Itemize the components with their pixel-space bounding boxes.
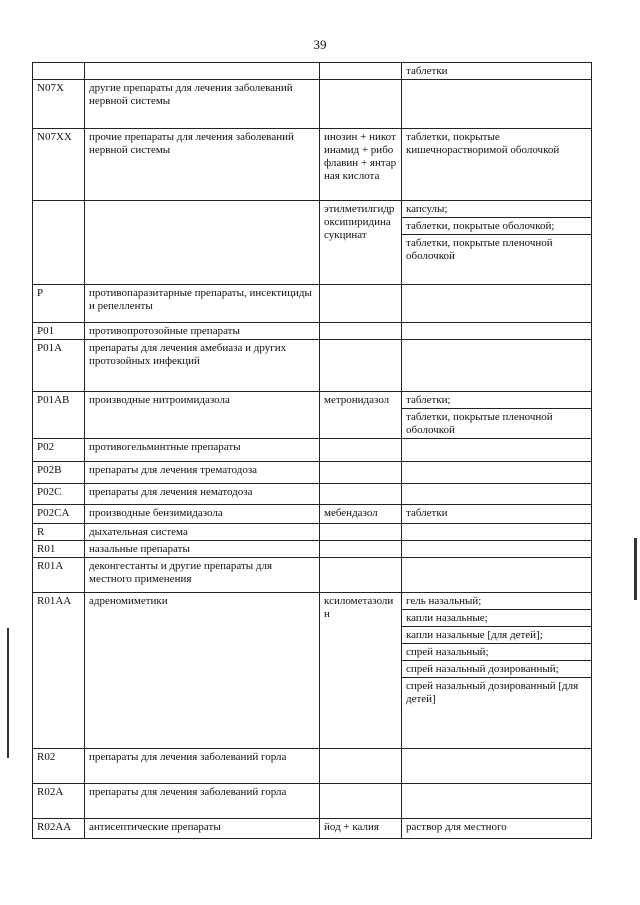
dosage-form: капсулы;	[406, 203, 448, 215]
group-name-cell: назальные препараты	[85, 541, 320, 558]
dosage-forms-cell	[402, 462, 592, 484]
dosage-forms-cell	[402, 541, 592, 558]
dosage-forms-cell	[402, 558, 592, 593]
table-row	[33, 80, 592, 129]
drug-name-cell	[320, 80, 402, 129]
table-row	[33, 819, 592, 839]
drug-name-cell	[320, 439, 402, 462]
table-row	[33, 392, 592, 439]
dosage-form: спрей назальный дозированный [для детей]	[402, 677, 591, 707]
table-row	[33, 323, 592, 340]
drug-name-cell	[320, 285, 402, 323]
drug-name-cell	[320, 784, 402, 819]
atc-code-cell: N07XX	[33, 129, 85, 201]
table-row	[33, 340, 592, 392]
dosage-forms-cell	[402, 285, 592, 323]
drug-name-cell: ксилометазолин	[320, 593, 402, 749]
atc-code-cell: R	[33, 524, 85, 541]
dosage-form: спрей назальный;	[402, 643, 591, 660]
table-row	[33, 505, 592, 524]
table-row	[33, 63, 592, 80]
group-name-cell: препараты для лечения нематодоза	[85, 484, 320, 505]
drug-name-cell: этилметилгидроксипиридина сукцинат	[320, 201, 402, 285]
dosage-forms-cell	[402, 524, 592, 541]
table-row	[33, 593, 592, 749]
dosage-form: таблетки;	[406, 394, 451, 406]
binding-mark	[634, 538, 637, 600]
group-name-cell: противопротозойные препараты	[85, 323, 320, 340]
atc-code-cell: P02	[33, 439, 85, 462]
group-name-cell: противопаразитарные препараты, инсектициды и репелленты	[85, 285, 320, 323]
drug-name-cell: йод + калия	[320, 819, 402, 839]
table-body	[33, 63, 592, 839]
drug-name-cell	[320, 541, 402, 558]
atc-code-cell: P02CA	[33, 505, 85, 524]
group-name-cell	[85, 201, 320, 285]
table-row	[33, 541, 592, 558]
dosage-form: таблетки, покрытые кишечнорастворимой оболочкой	[406, 131, 560, 156]
group-name-cell: препараты для лечения амебиаза и других протозойных инфекций	[85, 340, 320, 392]
drug-name-cell	[320, 749, 402, 784]
atc-code-cell: P01A	[33, 340, 85, 392]
table-row	[33, 285, 592, 323]
dosage-forms-cell	[402, 749, 592, 784]
group-name-cell: антисептические препараты	[85, 819, 320, 839]
group-name-cell: другие препараты для лечения заболеваний нервной системы	[85, 80, 320, 129]
dosage-forms-cell	[402, 63, 592, 80]
table-row	[33, 439, 592, 462]
atc-code-cell: P01	[33, 323, 85, 340]
dosage-form: гель назальный;	[406, 595, 482, 607]
binding-mark	[7, 628, 9, 758]
table-row	[33, 129, 592, 201]
dosage-form: капли назальные;	[402, 609, 591, 626]
dosage-forms-cell	[402, 819, 592, 839]
group-name-cell	[85, 63, 320, 80]
dosage-forms-cell	[402, 439, 592, 462]
dosage-forms-cell	[402, 593, 592, 749]
dosage-forms-cell	[402, 323, 592, 340]
drug-name-cell	[320, 323, 402, 340]
dosage-forms-cell	[402, 340, 592, 392]
group-name-cell: препараты для лечения заболеваний горла	[85, 784, 320, 819]
dosage-form: таблетки, покрытые пленочной оболочкой	[402, 408, 591, 438]
atc-code-cell: R02	[33, 749, 85, 784]
table-row	[33, 201, 592, 285]
dosage-forms-cell	[402, 505, 592, 524]
dosage-form: таблетки, покрытые оболочкой;	[402, 217, 591, 234]
drug-name-cell: метронидазол	[320, 392, 402, 439]
table-row	[33, 558, 592, 593]
atc-code-cell: R01AA	[33, 593, 85, 749]
drug-name-cell	[320, 524, 402, 541]
atc-code-cell: R02AA	[33, 819, 85, 839]
table-row	[33, 524, 592, 541]
page-number: 39	[313, 37, 327, 52]
dosage-form: таблетки	[406, 507, 448, 519]
group-name-cell: препараты для лечения трематодоза	[85, 462, 320, 484]
dosage-forms-cell	[402, 80, 592, 129]
atc-code-cell	[33, 63, 85, 80]
group-name-cell: препараты для лечения заболеваний горла	[85, 749, 320, 784]
dosage-form: таблетки, покрытые пленочной оболочкой	[402, 234, 591, 264]
atc-code-cell: P02B	[33, 462, 85, 484]
dosage-form: таблетки	[406, 65, 448, 77]
dosage-form: раствор для местного	[406, 821, 507, 833]
atc-code-cell: P	[33, 285, 85, 323]
group-name-cell: производные бензимидазола	[85, 505, 320, 524]
group-name-cell: производные нитроимидазола	[85, 392, 320, 439]
drug-name-cell	[320, 340, 402, 392]
drug-name-cell	[320, 484, 402, 505]
table-row	[33, 784, 592, 819]
group-name-cell: противогельминтные препараты	[85, 439, 320, 462]
table-row	[33, 484, 592, 505]
atc-code-cell: P01AB	[33, 392, 85, 439]
dosage-form: капли назальные [для детей];	[402, 626, 591, 643]
drug-name-cell: мебендазол	[320, 505, 402, 524]
drug-name-cell	[320, 63, 402, 80]
atc-code-cell: N07X	[33, 80, 85, 129]
dosage-forms-cell	[402, 484, 592, 505]
atc-code-cell: R02A	[33, 784, 85, 819]
drug-name-cell	[320, 462, 402, 484]
drug-list-table	[32, 62, 592, 839]
dosage-forms-cell	[402, 392, 592, 439]
table-row	[33, 749, 592, 784]
dosage-forms-cell	[402, 129, 592, 201]
atc-code-cell: P02C	[33, 484, 85, 505]
group-name-cell: прочие препараты для лечения заболеваний нервной системы	[85, 129, 320, 201]
table-row	[33, 462, 592, 484]
atc-code-cell: R01A	[33, 558, 85, 593]
drug-name-cell: инозин + никотинамид + рибофлавин + янтарная кислота	[320, 129, 402, 201]
group-name-cell: дыхательная система	[85, 524, 320, 541]
atc-code-cell	[33, 201, 85, 285]
group-name-cell: адреномиметики	[85, 593, 320, 749]
drug-name-cell	[320, 558, 402, 593]
dosage-forms-cell	[402, 784, 592, 819]
atc-code-cell: R01	[33, 541, 85, 558]
dosage-form: спрей назальный дозированный;	[402, 660, 591, 677]
dosage-forms-cell	[402, 201, 592, 285]
group-name-cell: деконгестанты и другие препараты для местного применения	[85, 558, 320, 593]
